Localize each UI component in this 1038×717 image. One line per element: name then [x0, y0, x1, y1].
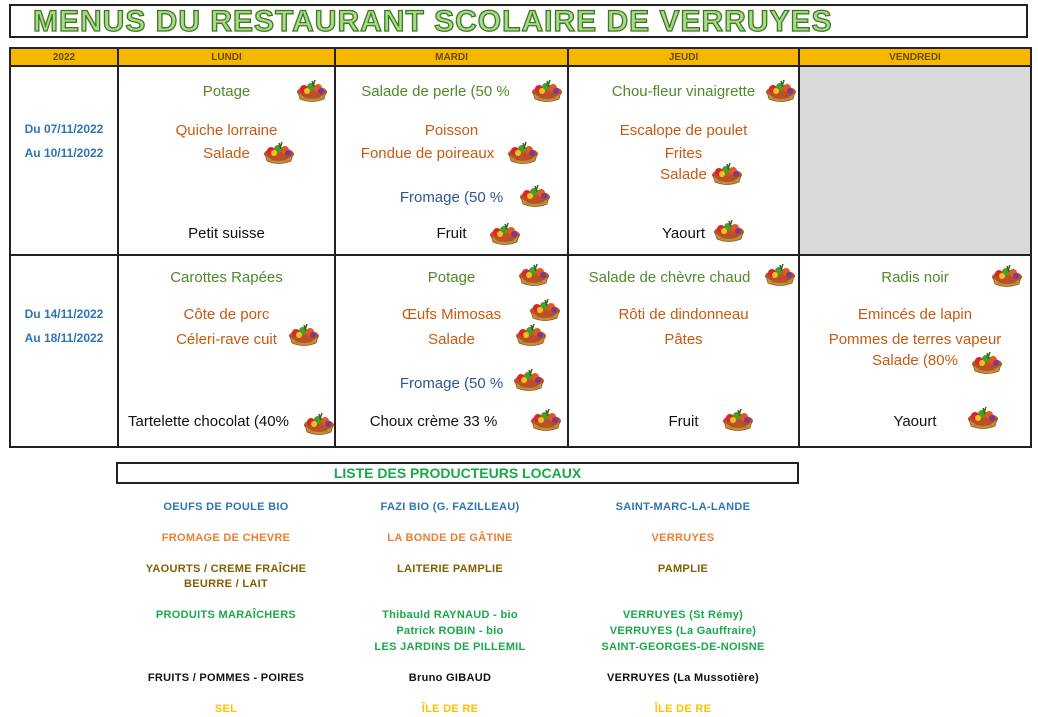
- menu-item: Rôti de dindonneau: [618, 306, 749, 323]
- local-basket-icon: [721, 408, 755, 432]
- menu-item: Salade (80%: [872, 352, 958, 369]
- local-basket-icon: [514, 323, 548, 347]
- local-basket-icon: [710, 162, 744, 186]
- menu-item: Poisson: [424, 122, 479, 139]
- menu-item: Pommes de terres vapeur: [828, 331, 1002, 348]
- producer-place: VERRUYES (La Mussotière): [606, 672, 760, 684]
- menu-item: Tartelette chocolat (40%: [128, 413, 289, 430]
- menu-item: Yaourt: [661, 225, 706, 242]
- local-basket-icon: [287, 323, 321, 347]
- week-1-mardi: [335, 66, 568, 255]
- local-basket-icon: [488, 222, 522, 246]
- producer-name: LAITERIE PAMPLIE: [396, 563, 504, 575]
- local-basket-icon: [530, 79, 564, 103]
- menu-item: Quiche lorraine: [175, 122, 278, 139]
- producer-place: ÎLE DE RE: [654, 703, 712, 715]
- menu-item: Carottes Rapées: [170, 269, 283, 286]
- menu-item: Fromage (50 %: [399, 189, 504, 206]
- menu-item: Potage: [427, 269, 476, 286]
- producer-name: LA BONDE DE GÂTINE: [387, 532, 513, 544]
- local-basket-icon: [990, 264, 1024, 288]
- producer-product: PRODUITS MARAÎCHERS: [155, 609, 297, 621]
- producers-title: LISTE DES PRODUCTEURS LOCAUX: [116, 462, 799, 484]
- week-2-lundi: [118, 255, 335, 447]
- header-lundi: LUNDI: [118, 48, 335, 66]
- week-2-mardi: [335, 255, 568, 447]
- week-1-lundi: [118, 66, 335, 255]
- week-row-2: [10, 255, 1031, 447]
- menu-item: Œufs Mimosas: [401, 306, 502, 323]
- local-basket-icon: [506, 141, 540, 165]
- local-basket-icon: [966, 406, 1000, 430]
- week-1-jeudi: [568, 66, 799, 255]
- menu-item: Fruit: [668, 413, 699, 430]
- menu-item: Emincés de lapin: [857, 306, 973, 323]
- menu-item: Salade: [660, 166, 707, 183]
- title-box: [9, 4, 1028, 38]
- menu-item: Potage: [202, 83, 251, 100]
- local-basket-icon: [518, 184, 552, 208]
- producer-product: BEURRE / LAIT: [184, 578, 268, 590]
- menu-item: Escalope de poulet: [619, 122, 748, 139]
- menu-item: Salade de chèvre chaud: [588, 269, 751, 286]
- local-basket-icon: [764, 79, 798, 103]
- menu-item: Côte de porc: [183, 306, 270, 323]
- menu-item: Frites: [664, 145, 703, 162]
- producer-place: VERRUYES (St Rémy): [622, 609, 744, 621]
- producer-name: Thibauld RAYNAUD - bio: [382, 609, 518, 621]
- menu-item: Chou-fleur vinaigrette: [611, 83, 756, 100]
- menu-item: Salade: [203, 145, 250, 162]
- menu-item: Choux crème 33 %: [369, 413, 498, 430]
- week-1-vendredi: [799, 66, 1031, 255]
- menu-item: Fondue de poireaux: [360, 145, 495, 162]
- producer-name: ÎLE DE RE: [421, 703, 479, 715]
- menu-item: Pâtes: [664, 331, 703, 348]
- header-row: [10, 48, 1031, 66]
- local-basket-icon: [528, 298, 562, 322]
- producer-product: SEL: [214, 703, 238, 715]
- menu-item: Céleri-rave cuit: [176, 331, 277, 348]
- header-jeudi: JEUDI: [568, 48, 799, 66]
- local-basket-icon: [529, 408, 563, 432]
- week-2-jeudi: [568, 255, 799, 447]
- producer-product: YAOURTS / CREME FRAÎCHE: [145, 563, 307, 575]
- page-title: MENUS DU RESTAURANT SCOLAIRE DE VERRUYES: [33, 5, 833, 38]
- local-basket-icon: [763, 263, 797, 287]
- menu-item: Yaourt: [893, 413, 937, 430]
- producer-place: SAINT-GEORGES-DE-NOISNE: [601, 641, 765, 653]
- producer-name: Patrick ROBIN - bio: [396, 625, 504, 637]
- menu-item: Fruit: [436, 225, 467, 242]
- producer-place: VERRUYES (La Gauffraire): [609, 625, 757, 637]
- menu-item: Petit suisse: [188, 225, 265, 242]
- header-year: 2022: [10, 48, 118, 66]
- menu-item: Salade: [428, 331, 475, 348]
- producer-name: Bruno GIBAUD: [408, 672, 492, 684]
- local-basket-icon: [262, 141, 296, 165]
- date-to: Au 18/11/2022: [24, 331, 104, 345]
- header-vendredi: VENDREDI: [799, 48, 1031, 66]
- producer-name: LES JARDINS DE PILLEMIL: [374, 641, 526, 653]
- header-mardi: MARDI: [335, 48, 568, 66]
- local-basket-icon: [517, 263, 551, 287]
- week-2-vendredi: [799, 255, 1031, 447]
- date-from: Du 14/11/2022: [24, 307, 104, 321]
- local-basket-icon: [512, 368, 546, 392]
- producer-product: OEUFS DE POULE BIO: [163, 501, 289, 513]
- local-basket-icon: [970, 351, 1004, 375]
- producer-place: PAMPLIE: [657, 563, 709, 575]
- menu-item: Fromage (50 %: [399, 375, 504, 392]
- producer-product: FROMAGE DE CHEVRE: [161, 532, 291, 544]
- producer-name: FAZI BIO (G. FAZILLEAU): [380, 501, 520, 513]
- date-to: Au 10/11/2022: [24, 146, 104, 160]
- date-from: Du 07/11/2022: [24, 122, 104, 136]
- producer-product: FRUITS / POMMES - POIRES: [147, 672, 305, 684]
- week-row-1: [10, 66, 1031, 255]
- menu-table: [9, 47, 1032, 448]
- producer-place: VERRUYES: [651, 532, 715, 544]
- week-1-dates: [10, 66, 118, 255]
- menu-item: Salade de perle (50 %: [361, 83, 510, 100]
- producer-place: SAINT-MARC-LA-LANDE: [615, 501, 751, 513]
- menu-item: Radis noir: [881, 269, 949, 286]
- local-basket-icon: [712, 219, 746, 243]
